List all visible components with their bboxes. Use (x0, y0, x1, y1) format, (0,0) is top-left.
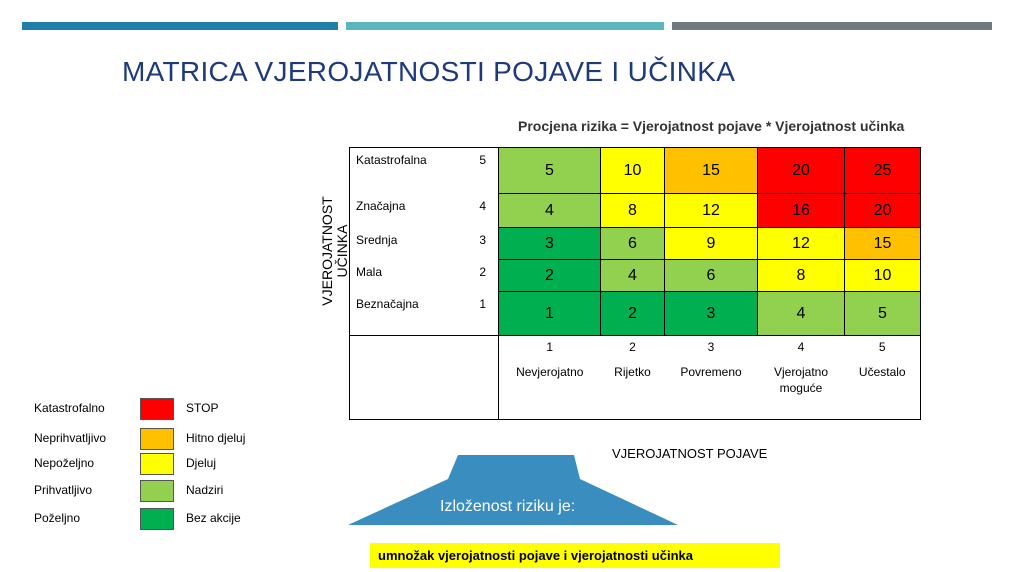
risk-cell: 12 (758, 228, 845, 260)
likelihood-label (665, 336, 758, 420)
impact-label-text: Beznačajna (356, 296, 419, 311)
likelihood-num: 5 (878, 340, 886, 354)
risk-cell: 20 (845, 194, 921, 228)
risk-cell: 8 (758, 260, 845, 292)
y-axis-line-2: UČINKA (334, 224, 350, 278)
impact-label (350, 292, 499, 336)
header-bar-3 (672, 22, 992, 30)
likelihood-num: 1 (546, 340, 554, 354)
header-bar-1 (22, 22, 338, 30)
legend-action: Djeluj (186, 456, 217, 470)
impact-label-num: 5 (479, 153, 486, 167)
legend-category: Poželjno (34, 511, 81, 525)
risk-cell: 3 (665, 292, 758, 336)
impact-label-text: Značajna (356, 198, 406, 213)
risk-cell: 3 (499, 228, 601, 260)
risk-formula: Procjena rizika = Vjerojatnost pojave * Vjerojatnost učinka (518, 118, 905, 134)
risk-cell: 8 (601, 194, 665, 228)
legend-swatch (140, 480, 174, 502)
impact-label (350, 148, 499, 194)
x-axis-label: VJEROJATNOST POJAVE (612, 446, 768, 461)
matrix-row (350, 194, 921, 228)
risk-cell: 12 (665, 194, 758, 228)
likelihood-text: Rijetko (614, 365, 651, 379)
likelihood-label (499, 336, 601, 420)
risk-cell: 15 (665, 148, 758, 194)
legend-swatch (140, 398, 174, 420)
header-bar-2 (346, 22, 664, 30)
impact-label-num: 2 (479, 264, 486, 279)
impact-label (350, 260, 499, 292)
slide-title: MATRICA VJEROJATNOSTI POJAVE I UČINKA (122, 56, 736, 87)
legend-action: Bez akcije (186, 511, 241, 525)
impact-label-text: Katastrofalna (356, 153, 427, 167)
impact-label-num: 3 (479, 232, 486, 247)
legend-action: STOP (186, 401, 219, 415)
likelihood-text: Učestalo (858, 365, 906, 379)
likelihood-num: 3 (707, 340, 715, 354)
likelihood-num: 4 (797, 340, 805, 354)
risk-cell: 5 (499, 148, 601, 194)
legend-swatch (140, 428, 174, 450)
likelihood-label (845, 336, 921, 420)
risk-cell: 1 (499, 292, 601, 336)
legend-category: Nepoželjno (34, 456, 95, 470)
likelihood-text: Vjerojatno moguće (773, 365, 829, 395)
risk-cell: 10 (845, 260, 921, 292)
risk-cell: 9 (665, 228, 758, 260)
matrix-row (350, 228, 921, 260)
matrix-row (350, 260, 921, 292)
risk-cell: 2 (499, 260, 601, 292)
risk-cell: 4 (601, 260, 665, 292)
risk-matrix (349, 147, 921, 420)
risk-cell: 6 (601, 228, 665, 260)
legend-swatch (140, 508, 174, 530)
risk-cell: 4 (499, 194, 601, 228)
y-axis-line-1: VJEROJATNOST (319, 196, 335, 306)
matrix-row (350, 148, 921, 194)
impact-label (350, 228, 499, 260)
highlight-text: umnožak vjerojatnosti pojave i vjerojatnosti učinka (370, 543, 780, 568)
legend-action: Nadziri (186, 483, 224, 497)
risk-cell: 15 (845, 228, 921, 260)
risk-cell: 2 (601, 292, 665, 336)
matrix-row (350, 292, 921, 336)
risk-cell: 4 (758, 292, 845, 336)
likelihood-num: 2 (629, 340, 636, 354)
impact-label-text: Mala (356, 264, 383, 279)
likelihood-label (601, 336, 665, 420)
risk-cell: 25 (845, 148, 921, 194)
impact-label-num: 1 (479, 296, 486, 311)
risk-cell: 10 (601, 148, 665, 194)
risk-cell: 6 (665, 260, 758, 292)
likelihood-text: Povremeno (680, 365, 742, 379)
legend-category: Katastrofalno (34, 401, 105, 415)
impact-label-text: Srednja (356, 232, 398, 247)
risk-cell: 5 (845, 292, 921, 336)
likelihood-row (350, 336, 921, 420)
legend-action: Hitno djeluj (186, 431, 246, 445)
impact-label-num: 4 (479, 198, 486, 213)
legend-swatch (140, 453, 174, 475)
likelihood-text: Nevjerojatno (516, 365, 584, 379)
risk-cell: 20 (758, 148, 845, 194)
legend-category: Neprihvatljivo (34, 431, 107, 445)
impact-label (350, 194, 499, 228)
legend-category: Prihvatljivo (34, 483, 93, 497)
callout-text: Izloženost riziku je: (440, 498, 576, 515)
risk-cell: 16 (758, 194, 845, 228)
likelihood-label (758, 336, 845, 420)
matrix-corner (350, 336, 499, 420)
